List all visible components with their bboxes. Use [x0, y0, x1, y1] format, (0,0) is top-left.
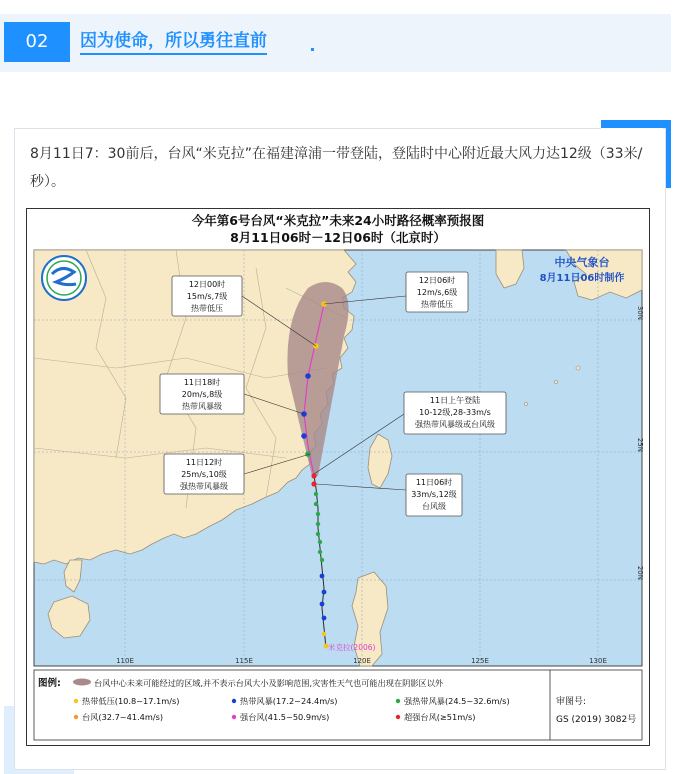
title-dot [311, 48, 314, 51]
svg-text:10-12级,28-33m/s: 10-12级,28-33m/s [419, 408, 491, 417]
svg-text:热带低压: 热带低压 [421, 300, 453, 309]
callout-11d18 [160, 374, 244, 414]
callout-landfall [404, 392, 506, 434]
svg-text:15m/s,7级: 15m/s,7级 [186, 292, 228, 301]
cone-swatch [73, 679, 91, 686]
legend-swatch-sts [396, 699, 400, 703]
svg-text:11日上午登陆: 11日上午登陆 [429, 396, 481, 405]
agency-name: 中央气象台 [554, 256, 610, 269]
review-number: GS (2019) 3082号 [556, 715, 637, 725]
legend-swatch-sty [232, 715, 236, 719]
lat-label-20n: 20N [636, 565, 644, 580]
cma-logo-icon [42, 256, 86, 300]
review-label: 审图号: [556, 697, 587, 707]
svg-text:12日00时: 12日00时 [188, 280, 226, 289]
legend-label: 图例: [38, 678, 61, 689]
svg-text:11日06时: 11日06时 [415, 478, 453, 487]
legend-swatch-superty [396, 715, 400, 719]
svg-text:11日18时: 11日18时 [183, 378, 221, 387]
callout-12d06 [406, 272, 468, 312]
lon-label-120e: 120E [353, 657, 371, 665]
description-text: 8月11日7：30前后，台风“米克拉”在福建漳浦一带登陆，登陆时中心附近最大风力达12级（33米/秒）。 [30, 146, 643, 190]
lat-label-25n: 25N [636, 437, 644, 452]
legend-cone-desc: 台风中心未来可能经过的区域,并不表示台风大小及影响范围,灾害性天气也可能出现在阴影区以外 [94, 678, 444, 688]
legend [34, 670, 642, 740]
svg-text:25m/s,10级: 25m/s,10级 [181, 470, 227, 479]
svg-text:热带风暴(17.2~24.4m/s): 热带风暴(17.2~24.4m/s) [240, 696, 338, 706]
svg-text:12日06时: 12日06时 [418, 276, 456, 285]
lon-label-115e: 115E [235, 657, 253, 665]
lon-label-110e: 110E [116, 657, 134, 665]
svg-text:强台风(41.5~50.9m/s): 强台风(41.5~50.9m/s) [240, 712, 330, 722]
section-number: 02 [4, 22, 70, 62]
typhoon-forecast-map [26, 208, 650, 746]
callout-11d06 [406, 474, 462, 516]
svg-text:热带风暴级: 热带风暴级 [182, 402, 222, 411]
svg-text:强热带风暴(24.5~32.6m/s): 强热带风暴(24.5~32.6m/s) [404, 696, 510, 706]
svg-text:热带低压(10.8~17.1m/s): 热带低压(10.8~17.1m/s) [82, 696, 180, 706]
callout-12d00 [172, 276, 242, 316]
svg-text:热带低压: 热带低压 [191, 304, 223, 313]
callout-11d12 [164, 454, 244, 494]
legend-swatch-ty [74, 715, 78, 719]
svg-text:12m/s,6级: 12m/s,6级 [416, 288, 458, 297]
lon-label-125e: 125E [471, 657, 489, 665]
lat-label-30n: 30N [636, 305, 644, 320]
issue-time: 8月11日06时制作 [539, 273, 625, 284]
legend-swatch-ts [232, 699, 236, 703]
map-subtitle: 8月11日06时－12日06时（北京时） [230, 230, 446, 245]
svg-text:强热带风暴级: 强热带风暴级 [180, 482, 228, 491]
section-title: 因为使命，所以勇往直前 [80, 26, 267, 55]
svg-text:33m/s,12级: 33m/s,12级 [411, 490, 457, 499]
svg-text:20m/s,8级: 20m/s,8级 [181, 390, 223, 399]
lon-label-130e: 130E [589, 657, 607, 665]
map-title: 今年第6号台风“米克拉”未来24小时路径概率预报图 [191, 213, 485, 228]
legend-swatch-td [74, 699, 78, 703]
svg-text:超强台风(≥51m/s): 超强台风(≥51m/s) [404, 712, 476, 722]
svg-text:台风(32.7~41.4m/s): 台风(32.7~41.4m/s) [82, 712, 164, 722]
svg-text:11日12时: 11日12时 [185, 458, 223, 467]
svg-text:强热带风暴级或台风级: 强热带风暴级或台风级 [415, 420, 495, 429]
typhoon-name-label: 米克拉(2006) [328, 643, 376, 652]
svg-text:台风级: 台风级 [422, 502, 446, 511]
